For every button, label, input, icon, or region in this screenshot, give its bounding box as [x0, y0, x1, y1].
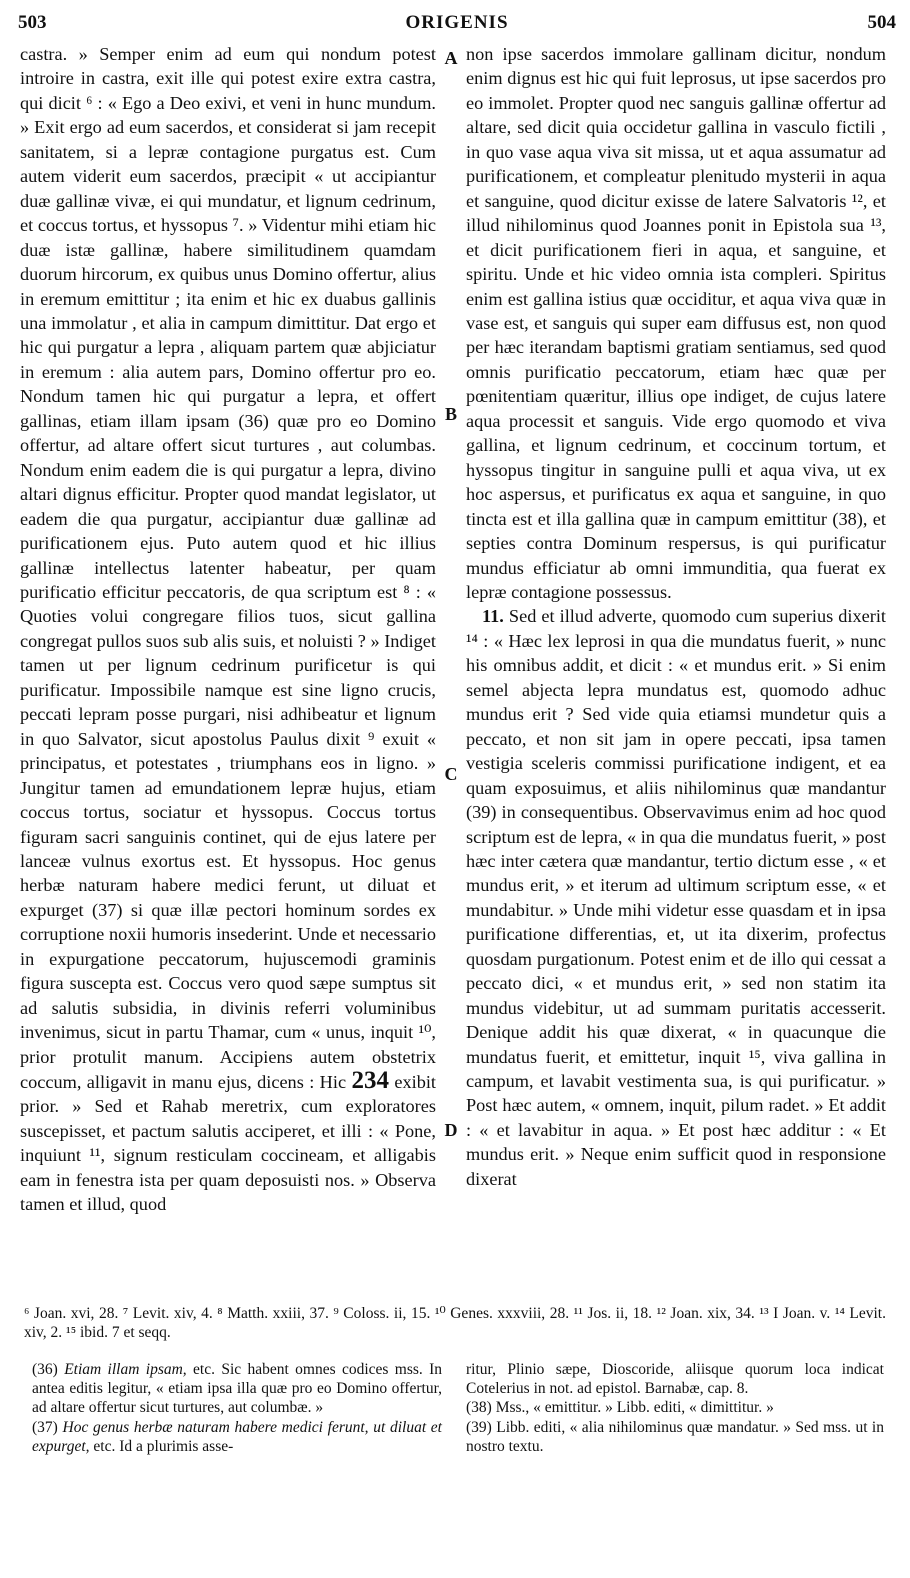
note-38: (38) Mss., « emittitur. » Libb. editi, « dimittitur. » [466, 1399, 774, 1417]
footnotes-left [32, 1360, 442, 1456]
note-36-text: etc. Sic habent omnes codices mss. In antea editis legitur, « etiam ipsa illa quæ pro eo Domino offertur, ad altare offertur sicut turtures, aut columbæ. » [32, 1361, 443, 1417]
right-paragraph-2-text: Sed et illud adverte, quomodo cum superius dixerit ¹⁴ : « Hæc lex leprosi in qua die mundatus fuerit, » nunc his omnibus addit, et dicit : « et mundus erit. » Si enim semel abjecta lepra mundatus est, quomodo adhuc mundus erit ? Sed vide quia etiamsi mundetur quis a peccato, et non sit jam in opere peccati, ipsa tamen vestigia sceleris commissi purificatione indigent, et ea quam exposuimus, et aliis nihilominus quæ mandantur (39) in consequentibus. Observavimus enim ad hoc quod scriptum est de lepra, « in qua die mundatus fuerit, » post hæc inter cætera quæ mandantur, tertio dictum esse , « et mundus erit, » et iterum ad ultimum scriptum esse, « et mundabitur. » Unde mihi videtur esse quasdam et in ipsa purificatione differentias, et, ut ita dixerim, profectus quosdam purgationum. Potest enim et de illo qui cessat a peccato dici, « et mundus erit, » sed non statim ita mundus videbitur, ut ad summam puritatis accesserit. Denique addit his quæ dixerat, « in quacunque die mundatus fuerit, et emittetur, inquit ¹⁵, viva gallina in campum, et lavabit vestimenta sua, is qui purificatur. » Post hæc autem, « omnem, inquit, pilum radet. » Et addit : « et lavabitur in aqua. » Et post hæc additur : « Et mundus erit. » Neque enim sufficit quod in responsione dixerat [466, 606, 886, 1189]
note-37 [32, 1418, 442, 1456]
note-39: (39) Libb. editi, « alia nihilominus quæ mandatur. » Sed mss. ut in nostro textu. [466, 1418, 884, 1455]
margin-marker-a: A [444, 48, 458, 68]
note-37-lemma: Hoc genus herbæ naturam habere medici ferunt, ut diluat et expurget, [32, 1418, 442, 1455]
left-text-part-2: exibit prior. » Sed et Rahab meretrix, cum exploratores suscepisset, et pactum salutis acciperet, et illi : « Pone, inquiunt ¹¹, signum resticulam coccineam, et alligabis eam in fenestra ista per quam deposuisti nos. » Observa tamen et illud, quod [20, 1072, 436, 1215]
page-number-right: 504 [867, 12, 896, 33]
right-paragraph-2 [466, 604, 886, 1191]
footnotes-right [466, 1360, 884, 1456]
section-number: 11. [482, 606, 504, 627]
scripture-references: ⁶ Joan. xvi, 28. ⁷ Levit. xiv, 4. ⁸ Matth. xxiii, 37. ⁹ Coloss. ii, 15. ¹⁰ Genes. xxxviii, 28. ¹¹ Jos. ii, 18. ¹² Joan. xix, 34. ¹³ I Joan. v. ¹⁴ Levit. xiv, 2. ¹⁵ ibid. 7 et seqq. [24, 1305, 886, 1341]
right-column [466, 42, 886, 1191]
note-37-continuation: ritur, Plinio sæpe, Dioscoride, aliisque quorum loca indicat Cotelerius in not. ad epistol. Barnabæ, cap. 8. [466, 1361, 884, 1398]
running-title: ORIGENIS [405, 12, 509, 33]
page-number-left: 503 [18, 12, 47, 33]
right-paragraph-1: non ipse sacerdos immolare gallinam dicitur, nondum enim dignus est hic qui fuit leprosus, ut ipse sacerdos pro eo immolet. Propter quod nec sanguis gallinæ offertur ad altare, sed dicit quia occidetur gallina in vasculo fictili , in quo vase aqua viva sit missa, ut et aqua assumatur ad purificationem, et compleatur plenitudo mysterii in aqua et sanguine, quod dicitur exisse de latere Salvatoris ¹², et illud nihilominus quod Joannes ponit in Epistola sua ¹³, et dicit purificationem fieri in aqua, et sanguine, et spiritu. Unde et hic video omnia ista compleri. Spiritus enim est gallina istius quæ occiditur, et aqua viva quæ in vase est, et sanguis qui super eam diffusus est, non quod per hæc iterandam baptismi gratiam sentiamus, sed quod omnis purificatio peccatorum, etiam hæc quæ per pœnitentiam quæritur, illius ope indiget, de cujus latere aqua processit et sanguis. Vide ergo quomodo et viva gallina, et lignum cedrinum, et coccinum tortum, et hyssopus tingitur in sanguine pulli et aqua viva, ut ex hoc aspersus, et purificatus ex aqua et sanguine, in quo tincta est et illa gallina quæ in campum emittitur (38), et septies contra Dominum respersus, is qui purificatur mundus efficiatur ab omni immunditia, qua fuerat ex lepræ contagione possessus. [466, 44, 886, 602]
left-column [20, 42, 436, 1217]
margin-marker-d: D [444, 1120, 458, 1140]
margin-marker-b: B [444, 404, 457, 424]
note-37-label: (37) [32, 1418, 58, 1436]
page-header [18, 12, 896, 36]
column-number: 234 [351, 1067, 389, 1095]
left-column-text [20, 42, 436, 1217]
margin-marker-c: C [444, 764, 458, 784]
note-36 [32, 1360, 442, 1418]
note-37-text-start: etc. Id a plurimis asse- [93, 1437, 234, 1455]
note-36-lemma: Etiam illam ipsam, [64, 1361, 187, 1378]
note-36-label: (36) [32, 1361, 58, 1378]
left-text-part-1: castra. » Semper enim ad eum qui nondum potest introire in castra, exit ille qui potest exire extra castra, qui dicit ⁶ : « Ego a Deo exivi, et veni in hunc mundum. » Exit ergo ad eum sacerdos, et considerat si jam recepit sanitatem, si a lepræ contagione purgatus est. Cum autem viderit eum sacerdos, præcipit « ut accipiantur duæ gallinæ vivæ, ei qui mundatur, et lignum cedrinum, et coccus tortus, et hyssopus ⁷. » Videntur mihi etiam hic duæ istæ gallinæ, habere similitudinem quamdam duorum hircorum, ex quibus unus Domino offertur, alius in eremum emittitur ; ita enim et hic ex duabus gallinis una immolatur , et alia in campum dimittitur. Dat ergo et hic qui purgatur a lepra , aliquam partem quæ abjiciatur in eremum : alia autem pars, Domino offertur pro eo. Nondum tamen hic qui purgatur a lepra, et offert gallinas, etiam illam ipsam (36) quæ pro eo Domino offertur, ad altare offert sicut turtures , aut columbas. Nondum enim eadem die is qui purgatur a lepra, divino altari dignus efficitur. Propter quod mandat legislator, ut eadem die qua purgatur, accipiantur duæ gallinæ ad purificationem ejus. Puto autem quod et hic illius gallinæ intellectus latenter habeatur, per quam purificatio efficitur peccatoris, de qua scriptum est ⁸ : « Quoties volui congregare filios tuos, sicut gallina congregat pullos suos sub alis suis, et noluisti ? » Indiget tamen ut per lignum cedrinum purificetur is qui purificatur. Impossibile namque est sine ligno crucis, peccati lepram posse purgari, nisi adhibeatur et lignum in quo Salvator, sicut apostolus Paulus dixit ⁹ exuit « principatus, et potestates , triumphans eos in ligno. » Jungitur tamen ad emundationem lepræ hujus, etiam coccus tortus, sociatur et hyssopus. Coccus tortus figuram sacri sanguinis continet, qui de ejus latere per lanceæ vulnus exortus est. Et hyssopus. Hoc genus herbæ naturam habere medici ferunt, ut diluat et expurget (37) si quæ illæ pectori hominum sordes ex corruptione noxii humoris insederint. Unde et necessario in expurgatione peccatorum, hujuscemodi graminis figura suscepta est. Coccus vero quod sæpe sumptus sit ad salutis subsidia, in divinis referri voluminibus invenimus, sicut in partu Thamar, cum « unus, inquit ¹⁰, prior protulit manum. Accipiens autem obstetrix coccum, alligavit in manu ejus, dicens : Hic [20, 44, 436, 1093]
